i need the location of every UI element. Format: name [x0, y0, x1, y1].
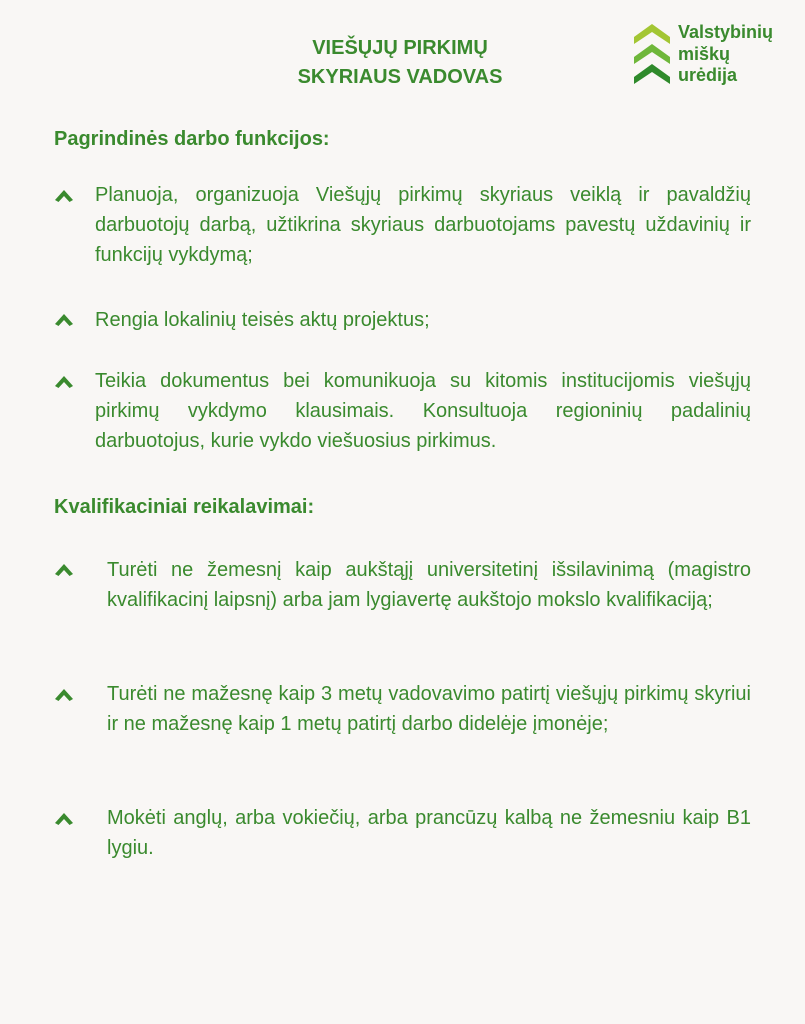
page-title: [160, 34, 640, 92]
list-item: Turėti ne mažesnę kaip 3 metų vadovavimo patirtį viešųjų pirkimų skyriui ir ne mažesnę kaip 1 metų patirtį darbo didelėje įmonėje;: [107, 683, 751, 735]
page-title-line-2: SKYRIAUS VADOVAS: [297, 66, 503, 88]
section-heading-requirements: Kvalifikaciniai reikalavimai:: [54, 496, 315, 518]
bullet-icon: [54, 688, 74, 702]
list-item: Teikia dokumentus bei komunikuoja su kitomis institucijomis viešųjų pirkimų vykdymo klausimais. Konsultuoja regioninių padalinių darbuotojus, kurie vykdo viešuosius pirkimus.: [95, 370, 751, 452]
bullet-icon: [54, 189, 74, 203]
logo-text: [678, 22, 773, 87]
list-item: Rengia lokalinių teisės aktų projektus;: [95, 309, 430, 331]
bullet-icon: [54, 375, 74, 389]
logo-text-line-1: Valstybinių: [678, 22, 774, 42]
bullet-icon: [54, 812, 74, 826]
list-item: Mokėti anglų, arba vokiečių, arba prancūzų kalbą ne žemesniu kaip B1 lygiu.: [107, 807, 751, 859]
list-item: Planuoja, organizuoja Viešųjų pirkimų skyriaus veiklą ir pavaldžių darbuotojų darbą, užtikrina skyriaus darbuotojams pavestų uždavinių ir funkcijų vykdymą;: [95, 184, 751, 266]
logo: [634, 22, 799, 94]
bullet-icon: [54, 313, 74, 327]
page-title-line-1: VIEŠŲJŲ PIRKIMŲ: [312, 37, 488, 59]
logo-text-line-2: miškų: [678, 43, 731, 64]
list-item: Turėti ne žemesnį kaip aukštąjį universitetinį išsilavinimą (magistro kvalifikacinį laipsnį) arba jam lygiavertę aukštojo mokslo kvalifikaciją;: [107, 559, 751, 611]
section-heading-functions: Pagrindinės darbo funkcijos:: [54, 128, 330, 150]
logo-text-line-3: urėdija: [678, 65, 738, 85]
tree-icon: [634, 24, 670, 88]
bullet-icon: [54, 563, 74, 577]
